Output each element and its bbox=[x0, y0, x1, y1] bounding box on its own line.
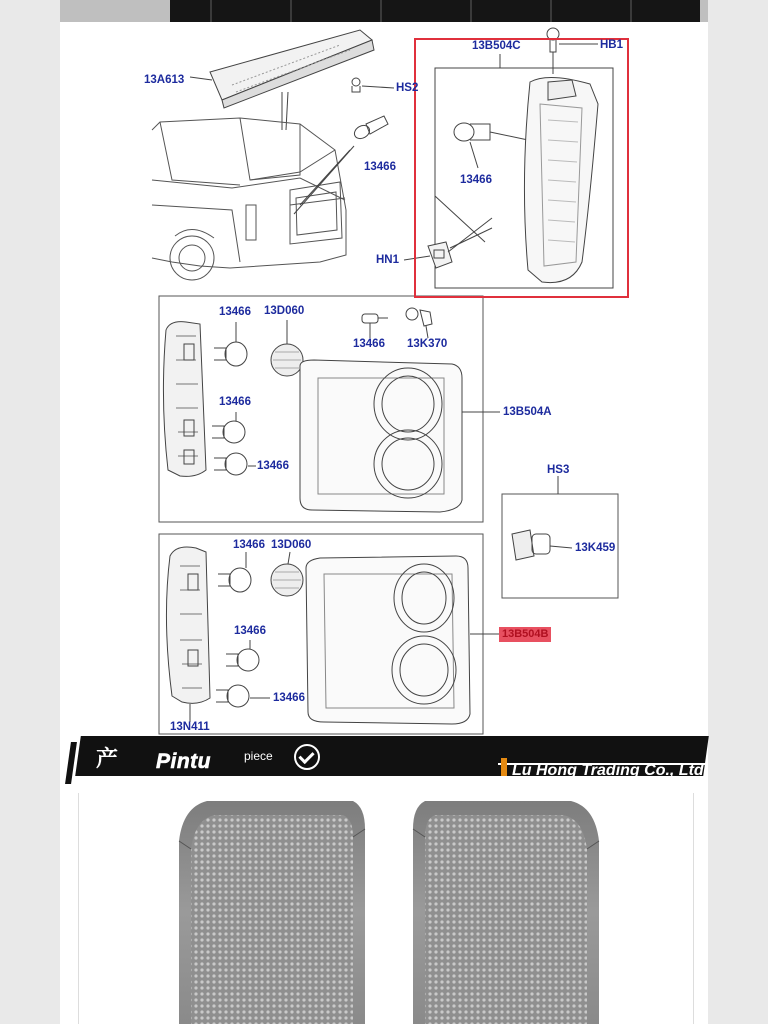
product-banner bbox=[68, 736, 708, 784]
label-13466-a4: 13466 bbox=[257, 460, 289, 472]
banner-orange-accent bbox=[501, 758, 507, 776]
banner-subtitle: piece bbox=[244, 749, 273, 763]
label-13N411: 13N411 bbox=[170, 721, 210, 733]
bulb-holder-a bbox=[163, 322, 206, 477]
label-13B504B: 13B504B bbox=[499, 627, 551, 642]
highlight-box-13B504C bbox=[414, 38, 629, 298]
label-13D060-b: 13D060 bbox=[271, 539, 312, 551]
label-hs2: HS2 bbox=[396, 82, 419, 94]
label-13K459: 13K459 bbox=[575, 542, 616, 554]
vehicle-outline bbox=[152, 118, 346, 280]
label-hb1: HB1 bbox=[600, 39, 624, 51]
bulb-holder-b bbox=[166, 547, 210, 722]
label-13D060-a: 13D060 bbox=[264, 305, 305, 317]
tail-lamp-left-photo bbox=[179, 801, 365, 1024]
label-13466-a1: 13466 bbox=[219, 306, 251, 318]
lens-13D060-b bbox=[271, 552, 303, 596]
label-13466-red: 13466 bbox=[460, 174, 492, 186]
label-13466-b2: 13466 bbox=[234, 625, 266, 637]
socket-13K459 bbox=[512, 530, 572, 560]
banner-slash bbox=[65, 742, 77, 784]
tail-lamp-right-photo bbox=[413, 801, 599, 1024]
lamp-13B504A bbox=[300, 360, 500, 512]
check-circle-icon bbox=[294, 744, 320, 770]
small-bulb-13466-a bbox=[362, 314, 388, 338]
lamp-13B504B bbox=[306, 556, 500, 724]
socket-13K370 bbox=[406, 308, 432, 338]
label-13466-top: 13466 bbox=[364, 161, 396, 173]
company-name: Lu Hong Trading Co., Ltd. bbox=[512, 762, 709, 779]
lens-13D060-a bbox=[271, 320, 303, 376]
label-13466-a2: 13466 bbox=[353, 338, 385, 350]
banner-title: Pintu bbox=[156, 750, 211, 773]
label-13K370: 13K370 bbox=[407, 338, 448, 350]
label-13466-b1: 13466 bbox=[233, 539, 265, 551]
label-hs3: HS3 bbox=[547, 464, 570, 476]
label-hn1: HN1 bbox=[376, 254, 400, 266]
product-photo bbox=[78, 793, 694, 1024]
bulb-hs2 bbox=[352, 78, 394, 92]
label-13A613: 13A613 bbox=[144, 74, 185, 86]
label-13B504A: 13B504A bbox=[503, 406, 552, 418]
banner-glyph: 产 bbox=[96, 746, 119, 771]
label-13466-b3: 13466 bbox=[273, 692, 305, 704]
label-13B504C: 13B504C bbox=[472, 40, 521, 52]
label-13466-a3: 13466 bbox=[219, 396, 251, 408]
